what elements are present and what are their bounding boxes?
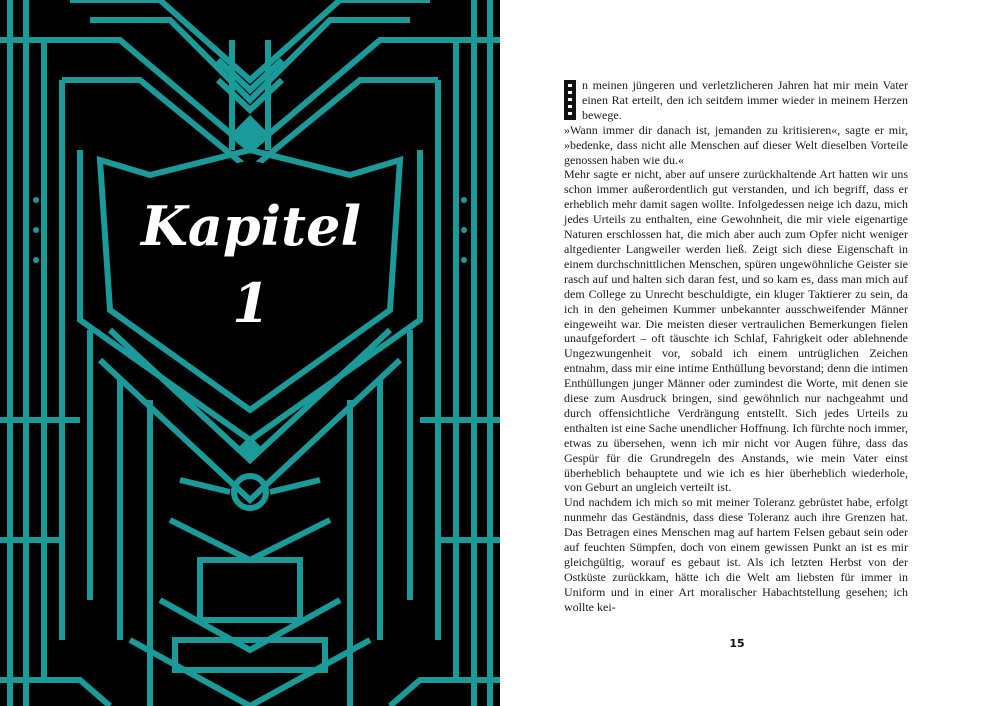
text-page bbox=[500, 0, 1000, 706]
chapter-title: Kapitel bbox=[140, 194, 361, 258]
page-number: 15 bbox=[729, 637, 745, 650]
paragraph bbox=[564, 78, 908, 123]
paragraph: »Wann immer dir danach ist, jemanden zu kritisieren«, sagte er mir, »bedenke, dass nicht alle Menschen auf dieser Welt dieselben Vorteile genossen haben wie du.« bbox=[564, 122, 908, 167]
paragraph: Mehr sagte er nicht, aber auf unsere zurückhaltende Art hatten wir uns schon immer außerordentlich gut verstanden, und ich begriff, dass er erheblich mehr damit sagen wollte. Infolgedessen neige ich dazu, mich jedes Urteils zu enthalten, eine Gewohnheit, die mir viele eigenartige Naturen erschlossen hat, die mich aber auch zum Opfer nicht weniger altgedienter Langweiler werden ließ. Zeigt sich diese Eigenschaft in einem durchschnittlichen Menschen, spüren ungewöhnliche Geister sie rasch auf und halten sich daran fest, und so kam es, dass man mich auf dem College zu Unrecht beschuldigte, ein kluger Taktierer zu sein, da ich in den geheimen Kummer unbekannter ausschweifender Männer eingeweiht war. Die meisten dieser vertraulichen Bemerkungen fielen unaufgefordert – oft täuschte ich Schlaf, Fahrigkeit oder ablehnende Ungezwungenheit vor, sobald ich einem untrüglichen Zeichen entnahm, dass mir eine intime Enthüllung bevorstand; denn die intimen Enthüllungen junger Männer oder zumindest die Worte, mit denen sie diese zum Ausdruck bringen, sind gewöhnlich nur nachgeahmt und durch offensichtliche Verdrängung entstellt. Sich jedes Urteils zu enthalten ist eine Sache unendlicher Hoffnung. Ich fürchte noch immer, etwas zu übersehen, wenn ich mir nicht vor Augen führe, dass das Gespür für die Grundregeln des Anstands, wie mein Vater einst überheblich behauptete und wie ich es hier überheblich wiederhole, von Geburt an ungleich verteilt ist. bbox=[564, 167, 908, 495]
paragraph-text: n meinen jüngeren und verletzlicheren Jahren hat mir mein Vater einen Rat erteilt, den ich seitdem immer wieder in meinem Herzen bewege. bbox=[582, 78, 908, 122]
chapter-number: 1 bbox=[232, 271, 270, 335]
dropcap-initial bbox=[564, 80, 576, 120]
paragraph: Und nachdem ich mich so mit meiner Toleranz gebrüstet habe, erfolgt nunmehr das Geständnis, dass diese Toleranz auch ihre Grenzen hat. Das Betragen eines Menschen mag auf hartem Felsen gebaut sein oder auf feuchten Sümpfen, doch von einem gewissen Punkt an ist es mir gleichgültig, worauf es gebaut ist. Als ich letzten Herbst von der Ostküste zurückkam, hätte ich die Welt am liebsten für immer in Uniform und in einer Art moralischer Habachtstellung gesehen; ich wollte kei- bbox=[564, 495, 908, 614]
body-text bbox=[564, 78, 908, 615]
